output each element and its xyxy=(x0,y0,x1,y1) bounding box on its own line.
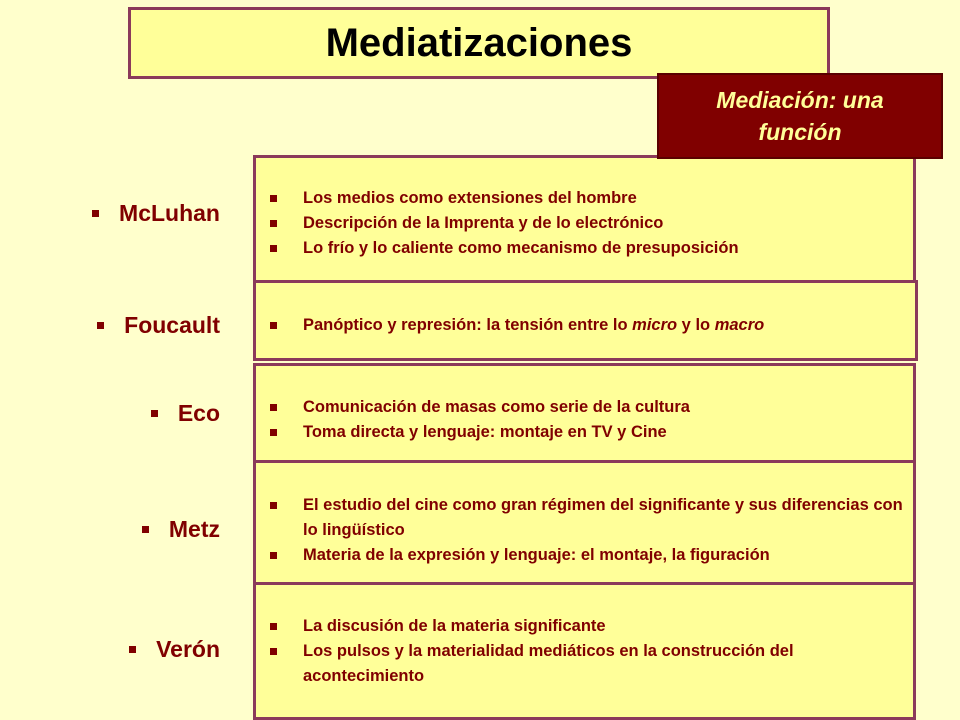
panel-metz xyxy=(253,460,916,585)
author-eco xyxy=(151,400,220,427)
author-metz xyxy=(142,516,220,543)
panel-foucault xyxy=(253,280,918,361)
author-veron xyxy=(129,636,220,663)
mediacion-box xyxy=(657,73,943,159)
mediacion-line-2: función xyxy=(758,119,842,145)
list-item: Comunicación de masas como serie de la cultura xyxy=(266,395,913,420)
author-mcluhan xyxy=(92,200,220,227)
list-item: Toma directa y lenguaje: montaje en TV y Cine xyxy=(266,420,913,445)
bullet-icon xyxy=(129,646,136,653)
panel-mcluhan xyxy=(253,155,916,283)
list-item: Panóptico y represión: la tensión entre lo micro y lo macro xyxy=(266,313,915,338)
panel-veron xyxy=(253,582,916,720)
author-label: McLuhan xyxy=(119,200,220,226)
title-box xyxy=(128,7,830,79)
author-foucault xyxy=(97,312,220,339)
bullet-icon xyxy=(92,210,99,217)
page-title: Mediatizaciones xyxy=(325,20,633,65)
list-item: Lo frío y lo caliente como mecanismo de presuposición xyxy=(266,236,913,261)
mediacion-line-1: Mediación: una xyxy=(716,87,884,113)
bullet-icon xyxy=(142,526,149,533)
author-label: Foucault xyxy=(124,312,220,338)
author-label: Eco xyxy=(177,400,220,426)
list-item: El estudio del cine como gran régimen del significante y sus diferencias con lo lingüístico xyxy=(266,493,907,543)
list-item: Descripción de la Imprenta y de lo electrónico xyxy=(266,211,913,236)
list-item: La discusión de la materia significante xyxy=(266,614,907,639)
list-item: Materia de la expresión y lenguaje: el montaje, la figuración xyxy=(266,543,907,568)
panel-eco xyxy=(253,363,916,463)
bullet-icon xyxy=(97,322,104,329)
bullet-icon xyxy=(151,410,158,417)
macro-text: macro xyxy=(714,316,765,334)
author-label: Metz xyxy=(168,516,220,542)
micro-text: micro xyxy=(632,316,678,334)
list-item: Los medios como extensiones del hombre xyxy=(266,186,913,211)
list-item: Los pulsos y la materialidad mediáticos en la construcción del acontecimiento xyxy=(266,639,907,689)
author-label: Verón xyxy=(156,636,220,662)
